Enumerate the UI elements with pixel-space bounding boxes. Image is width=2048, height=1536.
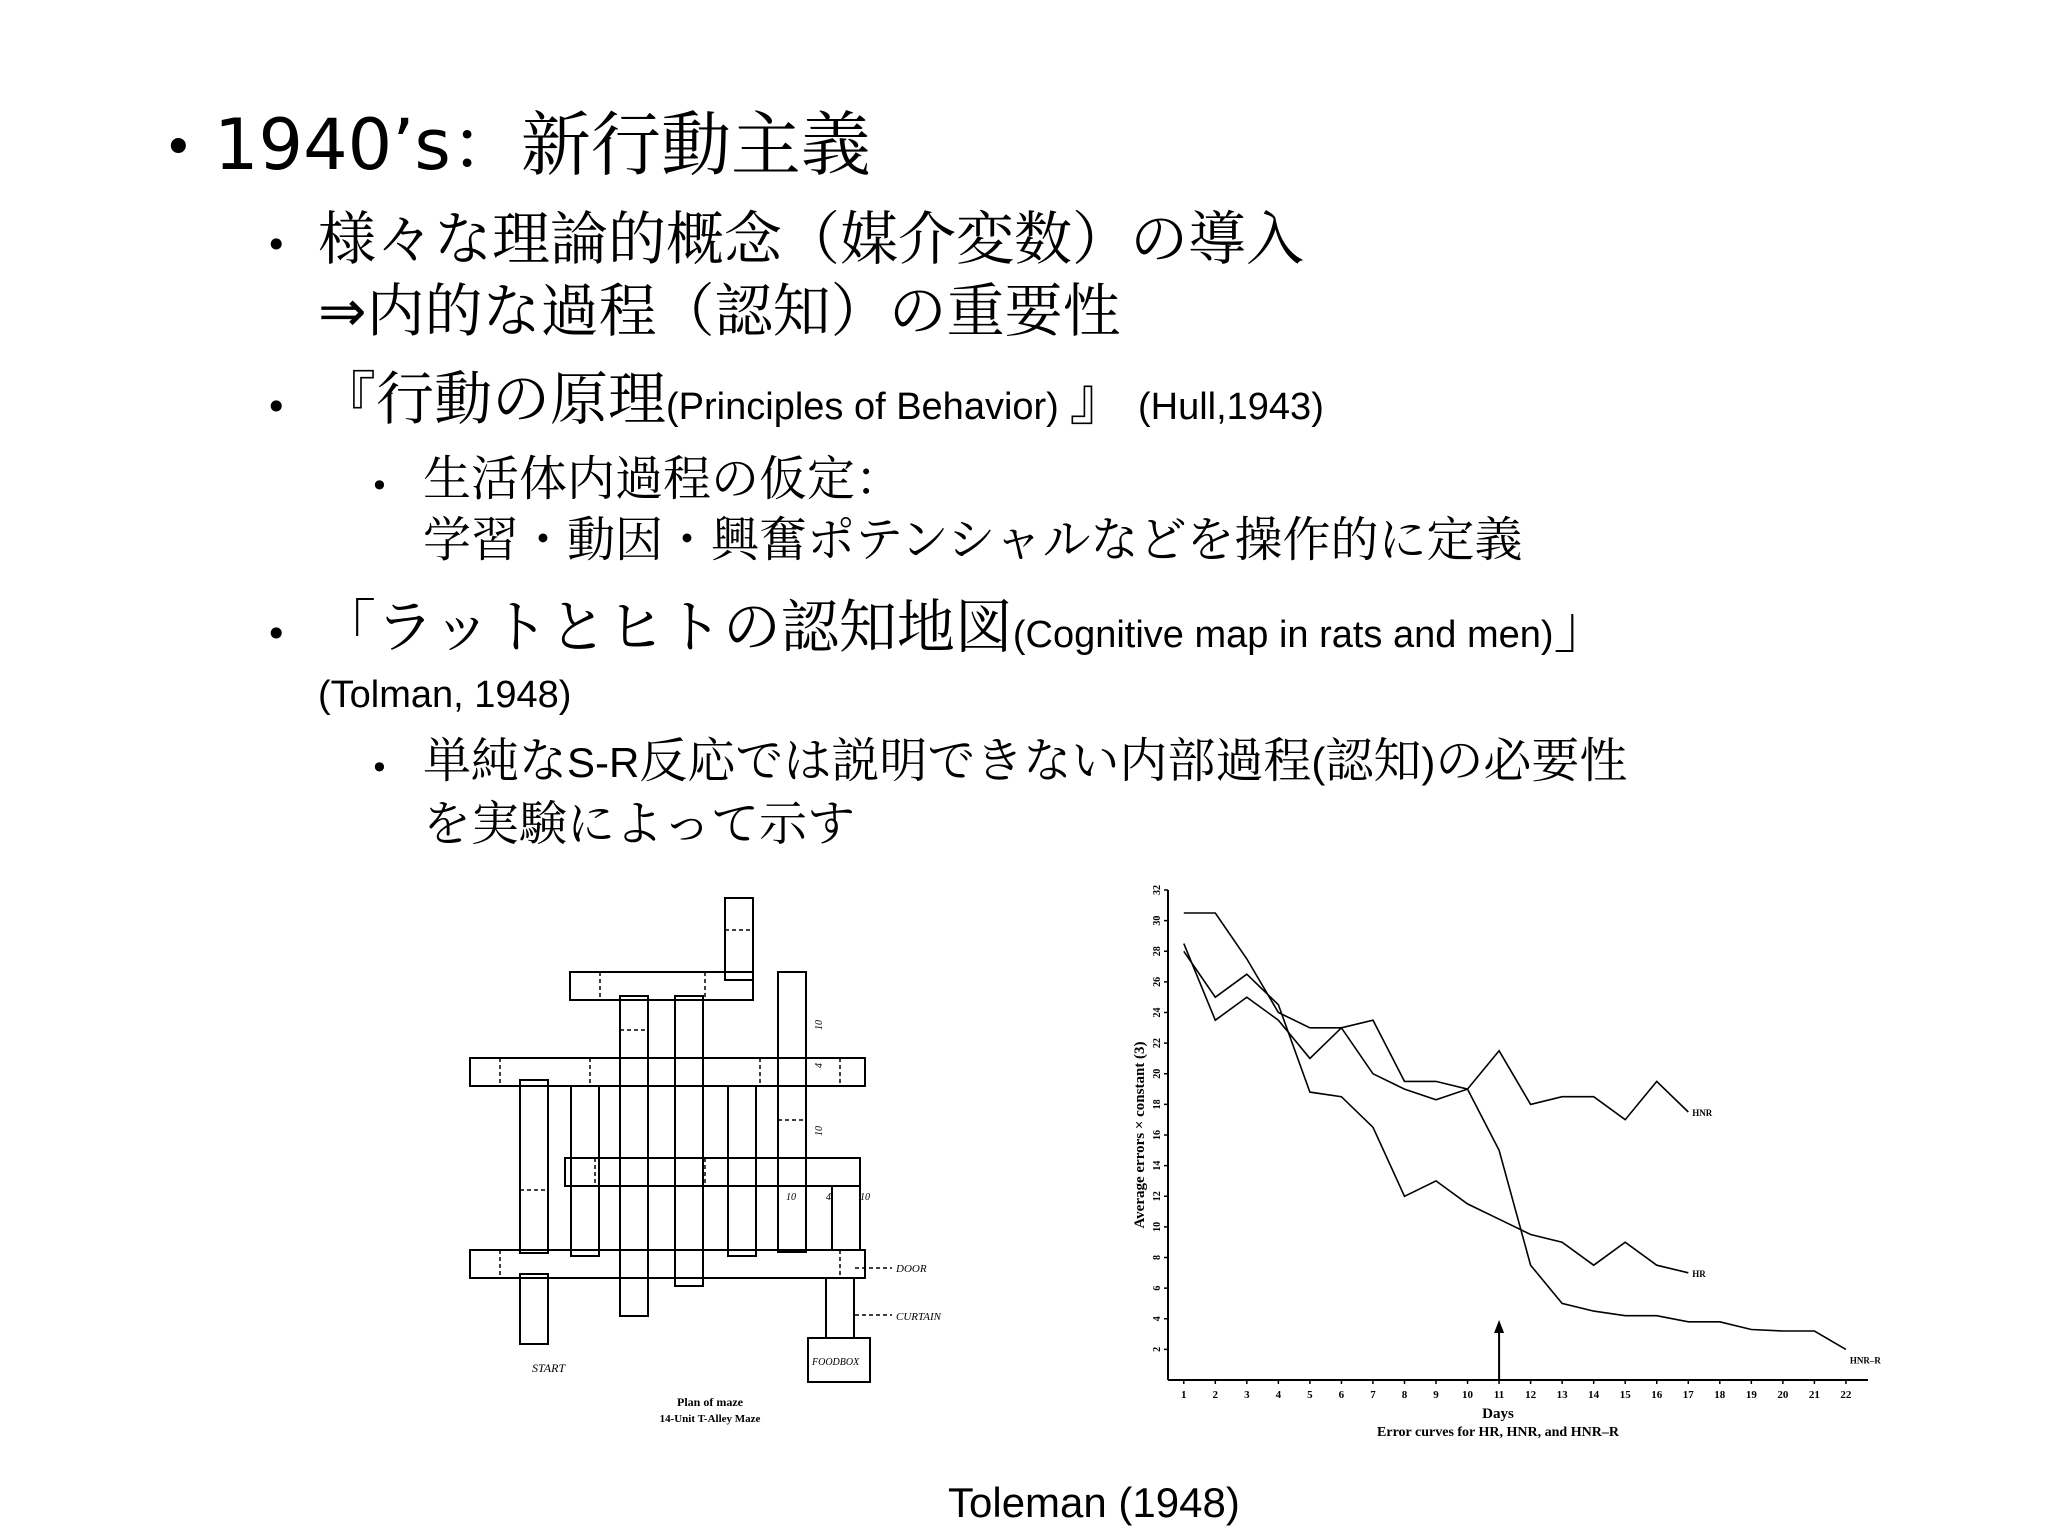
maze-corridor bbox=[832, 1186, 860, 1250]
bullet-2-close: 』 bbox=[1069, 365, 1128, 433]
chart-y-tick-label: 22 bbox=[1152, 1038, 1163, 1049]
chart-day-marker-arrowhead bbox=[1494, 1320, 1504, 1333]
maze-corridor bbox=[826, 1278, 854, 1338]
chart-y-tick-label: 18 bbox=[1152, 1099, 1163, 1110]
chart-ylabel: Average errors × constant (3) bbox=[1132, 1041, 1148, 1229]
chart-y-tick-label: 24 bbox=[1152, 1007, 1163, 1018]
chart-y-tick-label: 14 bbox=[1152, 1160, 1163, 1171]
bullet-2-jp: 『行動の原理 bbox=[318, 365, 667, 433]
b3-sub-p6: ) bbox=[1421, 739, 1436, 786]
chart-x-tick-label: 10 bbox=[1462, 1389, 1474, 1401]
maze-corridor bbox=[565, 1158, 860, 1186]
chart-series-group bbox=[1184, 913, 1882, 1365]
maze-corridor bbox=[675, 996, 703, 1286]
maze-corridor bbox=[778, 972, 806, 1252]
b3-sub-p3: 反応では説明できない内部過程 bbox=[639, 733, 1312, 789]
chart-x-tick-label: 12 bbox=[1525, 1389, 1537, 1401]
b3-sub-p7: の必要性 bbox=[1435, 733, 1628, 789]
maze-corridor bbox=[520, 1274, 548, 1344]
chart-series-label: HNR–R bbox=[1849, 1355, 1881, 1366]
maze-figure bbox=[460, 890, 980, 1430]
chart-series-line bbox=[1184, 944, 1689, 1120]
chart-series-line bbox=[1184, 913, 1846, 1349]
slide-title: 1940’s：新行動主義 bbox=[214, 104, 871, 186]
chart-y-tick-label: 6 bbox=[1152, 1285, 1163, 1291]
chart-y-tick-label: 12 bbox=[1152, 1191, 1163, 1202]
chart-axes bbox=[1152, 885, 1868, 1401]
chart-caption: Error curves for HR, HNR, and HNR–R bbox=[1377, 1425, 1619, 1440]
chart-series-line bbox=[1184, 951, 1689, 1273]
bullet-3-sub-marker: • bbox=[370, 749, 389, 787]
b3-sub-p2: S-R bbox=[567, 739, 640, 786]
chart-y-tick-label: 26 bbox=[1152, 976, 1163, 987]
maze-label-door: DOOR bbox=[896, 1263, 927, 1275]
chart-x-tick-label: 14 bbox=[1588, 1389, 1600, 1401]
maze-corridor bbox=[728, 1086, 756, 1256]
chart-x-tick-label: 8 bbox=[1401, 1389, 1408, 1401]
chart-y-tick-label: 32 bbox=[1152, 885, 1163, 895]
chart-y-tick-label: 28 bbox=[1152, 946, 1163, 957]
chart-x-tick-label: 9 bbox=[1433, 1389, 1439, 1401]
chart-y-tick-label: 30 bbox=[1152, 915, 1163, 926]
bullet-2-marker: • bbox=[265, 385, 288, 429]
maze-mark: 10 bbox=[814, 1020, 825, 1030]
maze-corridor bbox=[620, 996, 648, 1316]
chart-x-tick-label: 5 bbox=[1307, 1389, 1313, 1401]
title-bullet: • bbox=[163, 118, 194, 178]
maze-mark: 10 bbox=[814, 1126, 825, 1136]
chart-x-tick-label: 13 bbox=[1556, 1389, 1568, 1401]
chart-x-tick-label: 4 bbox=[1275, 1389, 1282, 1401]
bullet-2-en: (Principles of Behavior) bbox=[666, 386, 1070, 428]
chart-series-label: HNR bbox=[1692, 1108, 1713, 1119]
chart-x-tick-label: 15 bbox=[1619, 1389, 1631, 1401]
chart-x-tick-label: 18 bbox=[1714, 1389, 1726, 1401]
chart-x-tick-label: 21 bbox=[1808, 1389, 1820, 1401]
bullet-2-sub-line2: 学習・動因・興奮ポテンシャルなどを操作的に定義 bbox=[423, 512, 1523, 568]
bullet-3 bbox=[318, 593, 1612, 661]
error-curve-chart bbox=[1128, 880, 1888, 1440]
chart-x-tick-label: 7 bbox=[1370, 1389, 1376, 1401]
chart-y-tick-label: 10 bbox=[1152, 1221, 1163, 1232]
chart-y-tick-label: 16 bbox=[1152, 1130, 1163, 1140]
b3-sub-p1: 単純な bbox=[423, 733, 568, 789]
chart-xlabel: Days bbox=[1482, 1406, 1514, 1422]
bullet-1-line1: 様々な理論的概念（媒介変数）の導入 bbox=[318, 205, 1305, 273]
bullet-1-line2: ⇒内的な過程（認知）の重要性 bbox=[318, 277, 1121, 345]
chart-x-tick-label: 6 bbox=[1338, 1389, 1345, 1401]
bullet-2-sub-line1: 生活体内過程の仮定： bbox=[423, 451, 904, 507]
bullet-2-sub-marker: • bbox=[370, 467, 389, 505]
bullet-3-close: 」 bbox=[1553, 593, 1612, 661]
maze-mark: 10 bbox=[786, 1192, 796, 1203]
maze-mark: 4 bbox=[814, 1063, 825, 1068]
chart-x-tick-label: 22 bbox=[1840, 1389, 1852, 1401]
chart-y-tick-label: 8 bbox=[1152, 1255, 1163, 1260]
maze-caption-line2: 14-Unit T-Alley Maze bbox=[659, 1413, 761, 1425]
chart-y-tick-label: 2 bbox=[1152, 1346, 1163, 1352]
chart-x-tick-label: 16 bbox=[1651, 1389, 1663, 1401]
chart-x-tick-label: 2 bbox=[1212, 1389, 1219, 1401]
maze-corridor bbox=[725, 898, 753, 980]
maze-label-start: START bbox=[532, 1361, 566, 1375]
bullet-3-marker: • bbox=[265, 612, 288, 656]
bullet-3-en: (Cognitive map in rats and men) bbox=[1012, 614, 1554, 656]
maze-caption-line1: Plan of maze bbox=[677, 1395, 743, 1409]
maze-corridor bbox=[571, 1086, 599, 1256]
chart-y-tick-label: 20 bbox=[1152, 1068, 1163, 1079]
bullet-3-sub-line2: を実験によって示す bbox=[423, 796, 856, 852]
chart-x-tick-label: 19 bbox=[1745, 1389, 1757, 1401]
bullet-2 bbox=[318, 365, 1324, 433]
chart-x-tick-label: 3 bbox=[1244, 1389, 1250, 1401]
maze-mark: 4 bbox=[826, 1192, 831, 1203]
chart-x-tick-label: 17 bbox=[1682, 1389, 1694, 1401]
bullet-1-marker: • bbox=[265, 223, 288, 267]
bullet-2-cite: (Hull,1943) bbox=[1127, 386, 1324, 428]
chart-series-label: HR bbox=[1692, 1268, 1706, 1279]
maze-label-foodbox: FOODBOX bbox=[812, 1357, 860, 1368]
maze-label-curtain: CURTAIN bbox=[896, 1311, 942, 1323]
chart-x-tick-label: 1 bbox=[1181, 1389, 1187, 1401]
maze-corridor bbox=[520, 1080, 548, 1253]
maze-mark: 10 bbox=[860, 1192, 870, 1203]
bullet-3-sub-line1 bbox=[423, 733, 1628, 789]
chart-y-tick-label: 4 bbox=[1152, 1316, 1163, 1322]
chart-x-tick-label: 20 bbox=[1777, 1389, 1789, 1401]
chart-x-tick-label: 11 bbox=[1493, 1389, 1505, 1401]
b3-sub-p5: 認知 bbox=[1325, 733, 1422, 789]
bullet-3-jp: 「ラットとヒトの認知地図 bbox=[318, 593, 1013, 661]
b3-sub-p4: ( bbox=[1311, 739, 1326, 786]
citation: Toleman (1948) bbox=[948, 1479, 1240, 1526]
bullet-3-cite: (Tolman, 1948) bbox=[318, 674, 572, 716]
